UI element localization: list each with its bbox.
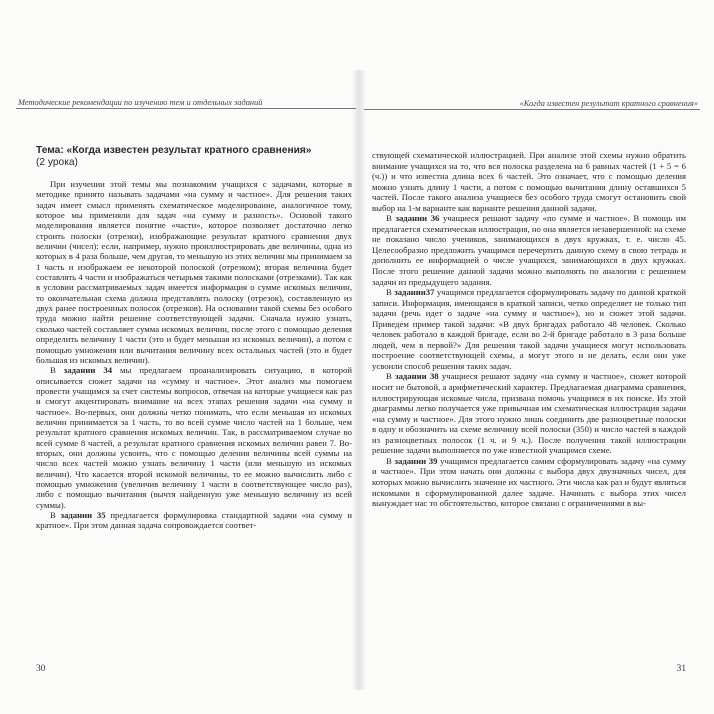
left-page <box>16 82 356 682</box>
paragraph-lead: В <box>386 213 396 224</box>
paragraph <box>372 213 686 287</box>
right-body-text <box>372 150 686 509</box>
left-body-text <box>36 179 352 531</box>
topic-subtitle: (2 урока) <box>36 157 78 168</box>
paragraph <box>372 456 686 509</box>
paragraph-text: учащимся предлагается самим сформулировать задачу «на сумму и частное». При этом начать они должны с выбора двух двузначных чисел, для которых можно вычислить значение их частного. Эти числа как раз и будут являться искомыми в сформулированной далее задаче. Начинать с выбора этих чисел вынуждает нас то обстоятельство, которое связано с ограничениями в вы- <box>372 455 687 509</box>
paragraph: ствующей схематической иллюстрацией. При анализе этой схемы нужно обратить внимание учащихся на то, что вся полоска разделена на 6 равных частей (1 + 5 = 6 (ч.)) и что известна длина всех 6 частей. Это означает, что с помощью деления можно узнать длину 1 части, а потом с помощью вычитания длину оставшихся 5 частей. После такого анализа учащиеся без особого труда смогут остановить свой выбор на 1-м варианте как варианте решения данной задачи. <box>372 150 686 213</box>
paragraph-lead: В <box>386 455 395 466</box>
running-head-left: Методические рекомендации по изучению тем и отдельных заданий <box>16 98 356 109</box>
task-reference: задании 34 <box>63 365 113 376</box>
task-reference: задании 36 <box>395 213 440 224</box>
page-number-right: 31 <box>676 664 686 674</box>
paragraph <box>372 287 686 371</box>
paragraph-lead: В <box>50 510 61 520</box>
task-reference: задании 38 <box>395 371 439 382</box>
paragraph-text: учащиеся решают задачу «на сумму и частное», сюжет которой носит не бытовой, а арифметический характер. Предлагаемая диаграмма сравнения, иллюстрирующая искомые числа, призвана помочь учащимся в их поиске. Из этой диаграммы легко получается уже привычная им схематическая иллюстрация задачи «на сумму и частное». Для этого нужно лишь соединить две разноцветные полоски в одну и обозначить на схеме величину всей полоски (350) и число частей в каждой из разноцветных полосок (1 ч. и 9 ч.). После получения такой иллюстрации решение задачи выполняется по уже известной учащимся схеме. <box>372 371 687 456</box>
paragraph <box>36 510 352 531</box>
paragraph-text: предлагается формулировка стандартной задачи «на сумму и кратное». При этом данная задача сопровождается соответ- <box>36 510 352 531</box>
task-reference: задании 39 <box>394 455 438 466</box>
task-reference: задании37 <box>394 287 435 298</box>
paragraph-lead: В <box>386 371 396 382</box>
paragraph <box>372 371 686 455</box>
topic-title: Тема: «Когда известен результат кратного сравнения» <box>36 145 312 156</box>
paragraph-text: учащиеся решают задачу «по сумме и частное». В помощь им предлагается схематическая иллюстрация, но она является незавершенной: на схеме не показано число учеников, занимающихся в двух кружках, т. е. число 45. Целесообразно предложить учащимся перечертить данную схему в свою тетрадь и дополнить ее информацией о числе учащихся, занимающихся в двух кружках. После этого решение данной задачи можно выполнять по аналогии с решением задачи из предыдущего задания. <box>372 213 686 287</box>
paragraph-lead: В <box>386 287 395 298</box>
paragraph-text: учащимся предлагается сформулировать задачу по данной краткой записи. Информация, имеющаяся в краткой записи, четко определяет не только тип задачи (речь идет о задаче «на сумму и частное»), но и сюжет этой задачи. Приведем пример такой задачи: «В двух бригадах работало 48 человек. Сколько человек работало в каждой бригаде, если во 2-й бригаде работало в 3 раза больше людей, чем в первой?» Для решения такой задачи учащиеся могут использовать построение соответствующей схемы, а могут этого и не делать, если они уже усвоили способ решения таких задач. <box>372 287 686 371</box>
page-number-left: 30 <box>36 664 46 674</box>
right-page <box>364 82 700 682</box>
task-reference: задании 35 <box>60 510 106 520</box>
running-head-right: «Когда известен результат кратного сравнения» <box>364 99 700 110</box>
paragraph-text: мы предлагаем проанализировать ситуацию, в которой описывается сюжет задачи на «сумму и частное». Этот анализ мы помогаем провести учащимся за счет системы вопросов, отвечая на которые учащиеся как раз и смогут акцентировать внимание на всех этапах решения задачи «на сумму и частное». Во-первых, они должны четко понимать, что если меньшая из искомых величин принимается за 1 часть, то во всей сумме число частей на 1 больше, чем результат кратного сравнения искомых величин. Так, в рассматриваемом случае во всей сумме 8 частей, а результат кратного сравнения искомых величин равен 7. Во-вторых, они должны усвоить, что с помощью деления величины всей суммы на число всех частей можно узнать величину 1 части (или меньшую из искомых величин). Что касается второй искомой величины, то ее можно вычислить либо с помощью умножения (увеличив величину 1 части в соответствующее число раз), либо с помощью вычитания (вычтя найденную уже меньшую величину из всей суммы). <box>36 365 353 510</box>
paragraph: При изучении этой темы мы познакомим учащихся с задачами, которые в методике принято называть задачами «на сумму и частное». Для решения таких задач имеет смысл применять схематическое моделирование, аналогичное тому, которое мы применяли для задач «на сумму и разность». Основой такого моделирования является понятие «части», которое позволяет достаточно легко строить полоски (отрезки), изображающие результат кратного сравнения двух величин (чисел): если, например, нужно проиллюстрировать две величины, одна из которых в 4 раза больше, чем другая, то меньшую из этих величин мы принимаем за 1 часть и изображаем ее некоторой полоской (отрезком); вторая величина будет составлять 4 части и изображаться четырьмя такими полосками (отрезками). Так как в условии рассматриваемых задач имеется информация о сумме искомых величин, то окончательная схема должна представлять полоску (отрезок), составленную из двух ранее построенных полосок (отрезков). На основании такой схемы без особого труда можно найти решение соответствующей задачи. Сначала нужно узнать, сколько частей составляет сумма искомых величин, после этого с помощью деления определить величину 1 части (это и будет меньшая из искомых величин), а потом с помощью умножения или вычитания величину всех остальных частей (это и будет большая из искомых величин). <box>36 179 352 365</box>
paragraph <box>36 365 352 510</box>
paragraph-lead: В <box>50 365 64 376</box>
